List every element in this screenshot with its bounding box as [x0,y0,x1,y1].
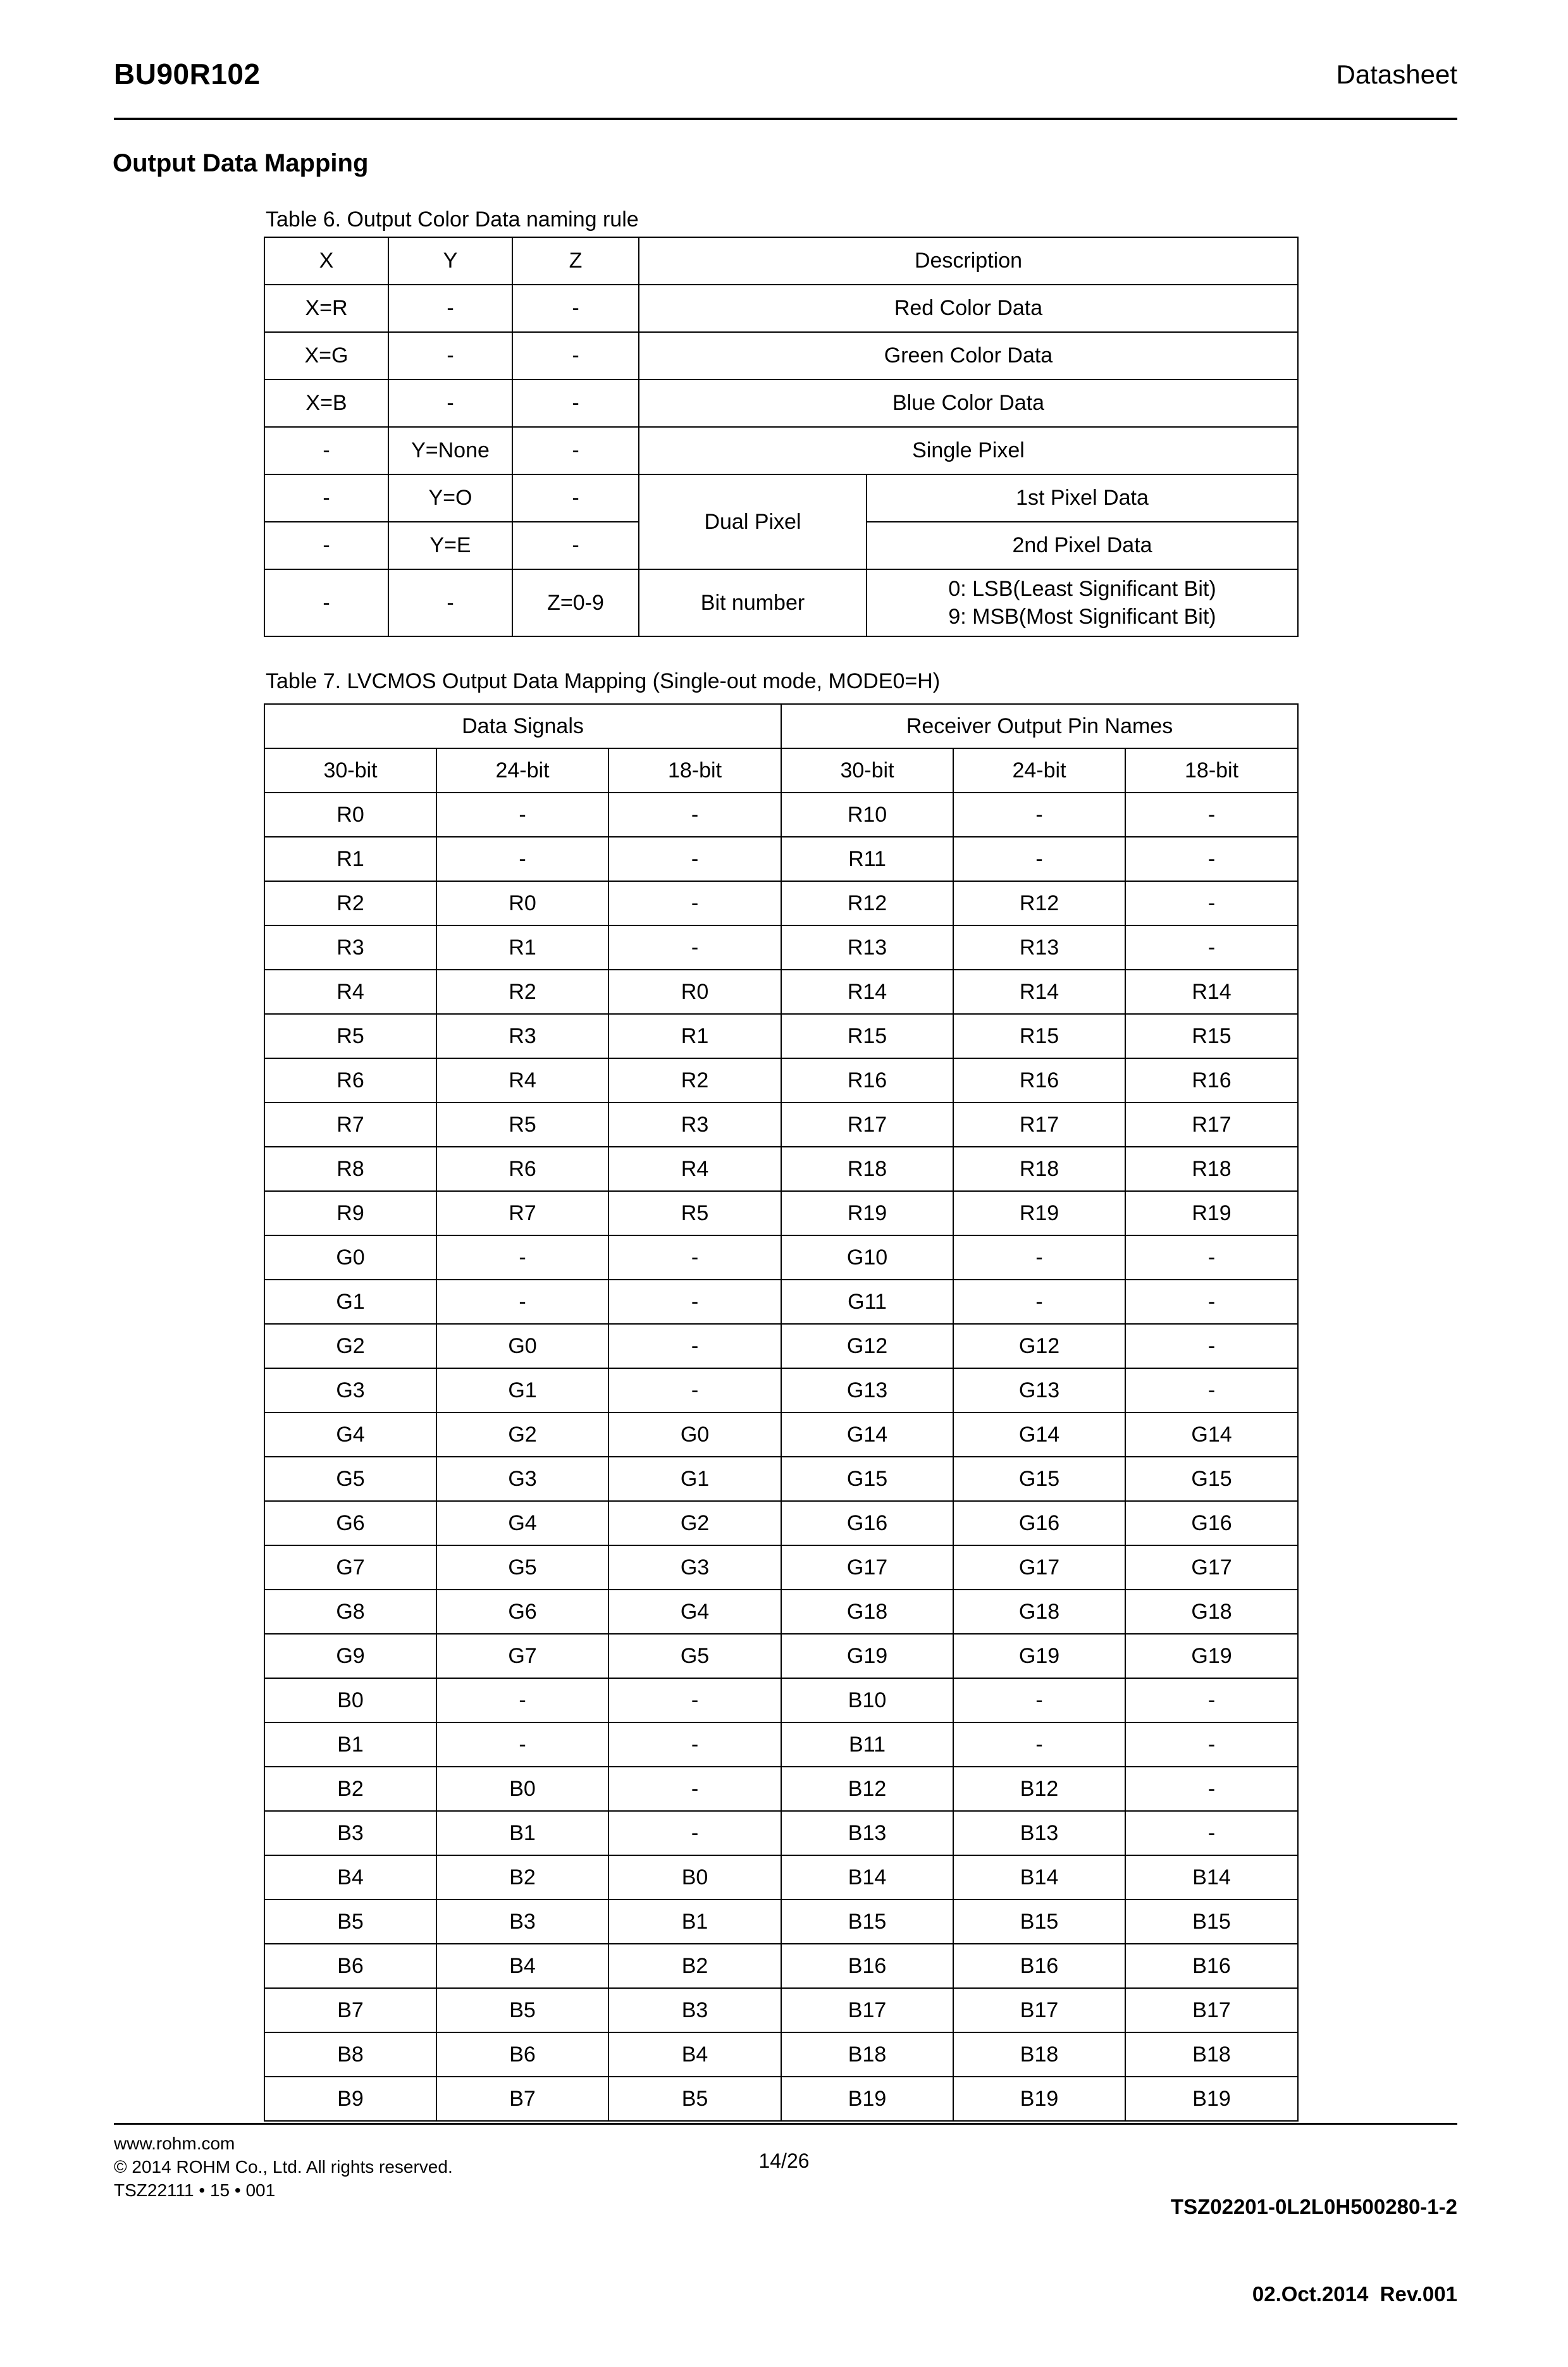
table7-cell: - [953,1678,1125,1722]
table7-cell: - [953,793,1125,837]
table7-cell: B0 [264,1678,436,1722]
table7-cell: G0 [436,1324,608,1368]
table7-row [264,1324,1298,1368]
table7-cell: B2 [608,1944,781,1988]
table6-cell-dual-pixel-group: Dual Pixel [639,474,867,569]
table6-header-y: Y [388,237,512,285]
table6-cell-desc: 1st Pixel Data [867,474,1298,522]
table7-cell: R3 [436,1014,608,1058]
table6-cell-z: - [512,332,639,380]
table7-cell: G0 [608,1412,781,1457]
footer-tsz-number: TSZ02201-0L2L0H500280-1-2 [1170,2195,1457,2218]
table7-cell: B2 [264,1767,436,1811]
table6-header-description: Description [639,237,1298,285]
table7-cell: - [608,1235,781,1280]
table6-cell-z: - [512,522,639,569]
table7-cell: R2 [608,1058,781,1103]
table7-cell: G4 [608,1590,781,1634]
table7-row [264,1412,1298,1457]
table6-cell-desc: Green Color Data [639,332,1298,380]
table6-cell-x: X=R [264,285,388,332]
table7-cell: R7 [264,1103,436,1147]
table7-cell: - [608,1324,781,1368]
table6-cell-y: Y=O [388,474,512,522]
table7-cell: - [608,793,781,837]
table7-cell: R14 [781,970,953,1014]
table6-header-row [264,237,1298,285]
table7-row [264,1855,1298,1900]
table7-cell: R7 [436,1191,608,1235]
table7-cell: G5 [436,1545,608,1590]
table6-cell-desc: Single Pixel [639,427,1298,474]
table7-cell: R15 [781,1014,953,1058]
table7-header-18bit: 18-bit [1125,748,1298,793]
table7-cell: R3 [264,925,436,970]
table7-row [264,1501,1298,1545]
table7-row [264,1944,1298,1988]
table7-cell: R16 [1125,1058,1298,1103]
table7-cell: R4 [264,970,436,1014]
table7-cell: B1 [608,1900,781,1944]
table7-cell: B6 [264,1944,436,1988]
table7-cell: - [1125,1678,1298,1722]
table7-cell: B15 [953,1900,1125,1944]
table7-cell: R1 [264,837,436,881]
table7-body [264,793,1298,2121]
table7-cell: B12 [953,1767,1125,1811]
table7-cell: R14 [953,970,1125,1014]
footer-divider [114,2123,1457,2125]
table7-cell: - [608,1678,781,1722]
table7-cell: R19 [953,1191,1125,1235]
table7-cell: B9 [264,2077,436,2121]
table7-cell: G12 [953,1324,1125,1368]
table7-cell: R4 [436,1058,608,1103]
table7-cell: B18 [781,2032,953,2077]
table7-cell: G1 [436,1368,608,1412]
table7-cell: B3 [436,1900,608,1944]
table7-cell: R14 [1125,970,1298,1014]
table7-cell: - [436,1722,608,1767]
table6-row-blue [264,380,1298,427]
table7-cell: - [608,1767,781,1811]
table6-cell-x: - [264,569,388,636]
table7-cell: B15 [781,1900,953,1944]
table7-cell: B14 [1125,1855,1298,1900]
table6-cell-y: - [388,332,512,380]
table7-cell: G1 [608,1457,781,1501]
table6-cell-desc: Blue Color Data [639,380,1298,427]
table6-cell-x: - [264,522,388,569]
table7-row [264,1103,1298,1147]
table7-cell: G4 [436,1501,608,1545]
table7-row [264,1988,1298,2032]
table7-cell: B17 [953,1988,1125,2032]
table7-cell: R6 [264,1058,436,1103]
table7-cell: G13 [781,1368,953,1412]
table7-cell: G6 [436,1590,608,1634]
table7-row [264,1147,1298,1191]
table7-cell: - [1125,1767,1298,1811]
table7-cell: G6 [264,1501,436,1545]
table7-cell: G19 [953,1634,1125,1678]
table7-cell: G1 [264,1280,436,1324]
table7-cell: R16 [953,1058,1125,1103]
table7-cell: - [608,1722,781,1767]
table6-cell-desc: 2nd Pixel Data [867,522,1298,569]
table7-cell: - [608,925,781,970]
footer-doc-code: TSZ22111 • 15 • 001 [114,2180,276,2200]
table7-cell: G8 [264,1590,436,1634]
footer-copyright: © 2014 ROHM Co., Ltd. All rights reserved. [114,2157,453,2177]
table7-cell: G2 [436,1412,608,1457]
table7-cell: R15 [1125,1014,1298,1058]
table7-cell: - [608,1811,781,1855]
table6-color-naming-rule [264,237,1299,637]
table7-cell: R1 [608,1014,781,1058]
table7-cell: - [436,1235,608,1280]
table7-lvcmos-output-mapping [264,703,1299,2122]
table7-cell: G7 [436,1634,608,1678]
table7-cell: B19 [1125,2077,1298,2121]
page-number: 14/26 [758,2149,810,2172]
table7-row [264,1590,1298,1634]
table6-cell-y: - [388,569,512,636]
table7-cell: G15 [953,1457,1125,1501]
table7-cell: G17 [781,1545,953,1590]
table7-row [264,1191,1298,1235]
table7-cell: G3 [608,1545,781,1590]
table7-cell: B19 [781,2077,953,2121]
bit-desc-lsb: 0: LSB(Least Significant Bit) [948,577,1216,601]
table6-row-bit-number [264,569,1298,636]
table6-cell-z: - [512,474,639,522]
table7-row [264,925,1298,970]
table7-cell: G18 [953,1590,1125,1634]
table7-cell: G4 [264,1412,436,1457]
table7-cell: B1 [264,1722,436,1767]
table7-cell: G18 [781,1590,953,1634]
table7-row [264,837,1298,881]
table7-cell: R17 [781,1103,953,1147]
table7-row [264,1634,1298,1678]
table7-row [264,1678,1298,1722]
table7-cell: R0 [264,793,436,837]
table7-cell: B8 [264,2032,436,2077]
table7-cell: G5 [264,1457,436,1501]
table7-cell: - [1125,925,1298,970]
table7-cell: G17 [1125,1545,1298,1590]
table7-cell: B15 [1125,1900,1298,1944]
table7-row [264,1014,1298,1058]
table7-cell: G2 [608,1501,781,1545]
table6-cell-y: Y=None [388,427,512,474]
table7-cell: - [953,837,1125,881]
table7-cell: R18 [781,1147,953,1191]
table7-cell: G11 [781,1280,953,1324]
table7-cell: G19 [1125,1634,1298,1678]
table7-cell: G16 [1125,1501,1298,1545]
table7-cell: B5 [264,1900,436,1944]
table7-cell: R0 [436,881,608,925]
table7-cell: - [1125,1722,1298,1767]
table7-cell: B16 [781,1944,953,1988]
table7-row [264,970,1298,1014]
table7-cell: R9 [264,1191,436,1235]
table7-cell: B16 [953,1944,1125,1988]
table7-cell: R1 [436,925,608,970]
table7-cell: R16 [781,1058,953,1103]
table6-cell-x: X=G [264,332,388,380]
table7-cell: B5 [436,1988,608,2032]
table7-cell: B7 [436,2077,608,2121]
table7-cell: G12 [781,1324,953,1368]
table7-row [264,881,1298,925]
table7-header-24bit: 24-bit [953,748,1125,793]
table7-cell: - [1125,793,1298,837]
table7-cell: G10 [781,1235,953,1280]
table7-cell: G19 [781,1634,953,1678]
table7-cell: - [436,837,608,881]
footer-website: www.rohm.com [114,2134,235,2153]
table7-col-header-row [264,748,1298,793]
table6-cell-y: - [388,380,512,427]
table7-group-header-row [264,704,1298,748]
table7-cell: G14 [781,1412,953,1457]
table7-cell: - [436,1280,608,1324]
table7-row [264,1767,1298,1811]
table7-cell: R8 [264,1147,436,1191]
table6-cell-z: Z=0-9 [512,569,639,636]
table7-cell: R13 [953,925,1125,970]
table6-row-red [264,285,1298,332]
table7-cell: B14 [953,1855,1125,1900]
table7-row [264,1722,1298,1767]
section-title: Output Data Mapping [113,149,369,177]
table7-cell: R19 [781,1191,953,1235]
table7-cell: B18 [953,2032,1125,2077]
table7-cell: - [953,1235,1125,1280]
doc-part-number: BU90R102 [114,58,261,90]
doc-type-label: Datasheet [1336,59,1457,89]
table7-cell: B10 [781,1678,953,1722]
table6-cell-y: - [388,285,512,332]
table7-cell: R13 [781,925,953,970]
table6-cell-x: X=B [264,380,388,427]
table7-cell: B4 [264,1855,436,1900]
table7-cell: - [436,793,608,837]
table6-header-x: X [264,237,388,285]
footer-right-block [1171,2134,1457,2367]
table7-cell: B11 [781,1722,953,1767]
table7-cell: G15 [1125,1457,1298,1501]
table7-cell: G17 [953,1545,1125,1590]
table7-cell: B16 [1125,1944,1298,1988]
table7-cell: G2 [264,1324,436,1368]
table7-cell: R3 [608,1103,781,1147]
table6-cell-x: - [264,427,388,474]
table7-cell: R10 [781,793,953,837]
table7-row [264,1457,1298,1501]
table7-row [264,1900,1298,1944]
table7-cell: B0 [436,1767,608,1811]
table7-cell: R4 [608,1147,781,1191]
table7-row [264,1058,1298,1103]
table7-cell: B17 [781,1988,953,2032]
table7-cell: G13 [953,1368,1125,1412]
table7-cell: B7 [264,1988,436,2032]
table6-cell-y: Y=E [388,522,512,569]
table7-row [264,1235,1298,1280]
table6-cell-x: - [264,474,388,522]
table7-cell: R2 [436,970,608,1014]
table7-cell: - [608,1368,781,1412]
table7-cell: - [1125,1280,1298,1324]
table7-cell: B0 [608,1855,781,1900]
table7-cell: B6 [436,2032,608,2077]
table7-cell: B12 [781,1767,953,1811]
table7-cell: B3 [264,1811,436,1855]
header-divider [114,118,1457,120]
table7-header-30bit: 30-bit [781,748,953,793]
table7-cell: R5 [608,1191,781,1235]
table6-header-z: Z [512,237,639,285]
table7-cell: - [953,1722,1125,1767]
table7-cell: R2 [264,881,436,925]
table7-cell: R18 [1125,1147,1298,1191]
table7-cell: - [1125,1368,1298,1412]
table7-header-30bit: 30-bit [264,748,436,793]
table7-cell: - [953,1280,1125,1324]
table7-row [264,1368,1298,1412]
table7-cell: R15 [953,1014,1125,1058]
table7-cell: R19 [1125,1191,1298,1235]
table7-cell: R18 [953,1147,1125,1191]
table7-cell: B2 [436,1855,608,1900]
table7-cell: G7 [264,1545,436,1590]
table7-cell: B13 [953,1811,1125,1855]
table7-row [264,2077,1298,2121]
table7-cell: G3 [264,1368,436,1412]
table7-cell: B1 [436,1811,608,1855]
table7-cell: R5 [264,1014,436,1058]
table6-cell-desc: Red Color Data [639,285,1298,332]
table7-cell: - [436,1678,608,1722]
table7-row [264,1280,1298,1324]
table7-cell: G9 [264,1634,436,1678]
table7-cell: R6 [436,1147,608,1191]
table7-cell: R17 [953,1103,1125,1147]
table7-cell: R11 [781,837,953,881]
table7-header-18bit: 18-bit [608,748,781,793]
table7-cell: G16 [781,1501,953,1545]
table7-cell: R5 [436,1103,608,1147]
table6-cell-bit-number-desc [867,569,1298,636]
table7-cell: R0 [608,970,781,1014]
table7-cell: - [608,881,781,925]
table7-cell: B3 [608,1988,781,2032]
table6-caption: Table 6. Output Color Data naming rule [266,207,639,232]
table7-row [264,2032,1298,2077]
table7-caption: Table 7. LVCMOS Output Data Mapping (Single-out mode, MODE0=H) [266,669,941,693]
table6-row-green [264,332,1298,380]
table7-cell: G15 [781,1457,953,1501]
table7-cell: - [1125,837,1298,881]
table7-cell: B17 [1125,1988,1298,2032]
table7-group-data-signals: Data Signals [264,704,781,748]
table7-cell: G3 [436,1457,608,1501]
table7-row [264,1811,1298,1855]
table7-cell: G0 [264,1235,436,1280]
table7-cell: G16 [953,1501,1125,1545]
table7-cell: B18 [1125,2032,1298,2077]
table7-cell: B14 [781,1855,953,1900]
table7-cell: G18 [1125,1590,1298,1634]
table6-row-single-pixel [264,427,1298,474]
table7-cell: R12 [781,881,953,925]
table7-cell: B13 [781,1811,953,1855]
table7-header-24bit: 24-bit [436,748,608,793]
footer-revision: 02.Oct.2014 Rev.001 [1252,2282,1457,2306]
table7-cell: G5 [608,1634,781,1678]
table7-cell: B4 [436,1944,608,1988]
table7-cell: B19 [953,2077,1125,2121]
table7-cell: G14 [953,1412,1125,1457]
table7-cell: B4 [608,2032,781,2077]
table6-cell-z: - [512,380,639,427]
table6-cell-z: - [512,427,639,474]
table7-cell: - [1125,1324,1298,1368]
table6-cell-z: - [512,285,639,332]
table7-cell: R17 [1125,1103,1298,1147]
table7-cell: G14 [1125,1412,1298,1457]
table7-row [264,793,1298,837]
table7-row [264,1545,1298,1590]
table7-cell: - [1125,881,1298,925]
table6-cell-bit-number-label: Bit number [639,569,867,636]
bit-desc-msb: 9: MSB(Most Significant Bit) [948,605,1216,629]
table7-cell: - [1125,1811,1298,1855]
table7-cell: R12 [953,881,1125,925]
table7-cell: B5 [608,2077,781,2121]
table7-group-receiver-pins: Receiver Output Pin Names [781,704,1298,748]
table7-cell: - [608,837,781,881]
table7-cell: - [1125,1235,1298,1280]
table7-cell: - [608,1280,781,1324]
table6-row-dual-pixel-1st [264,474,1298,522]
